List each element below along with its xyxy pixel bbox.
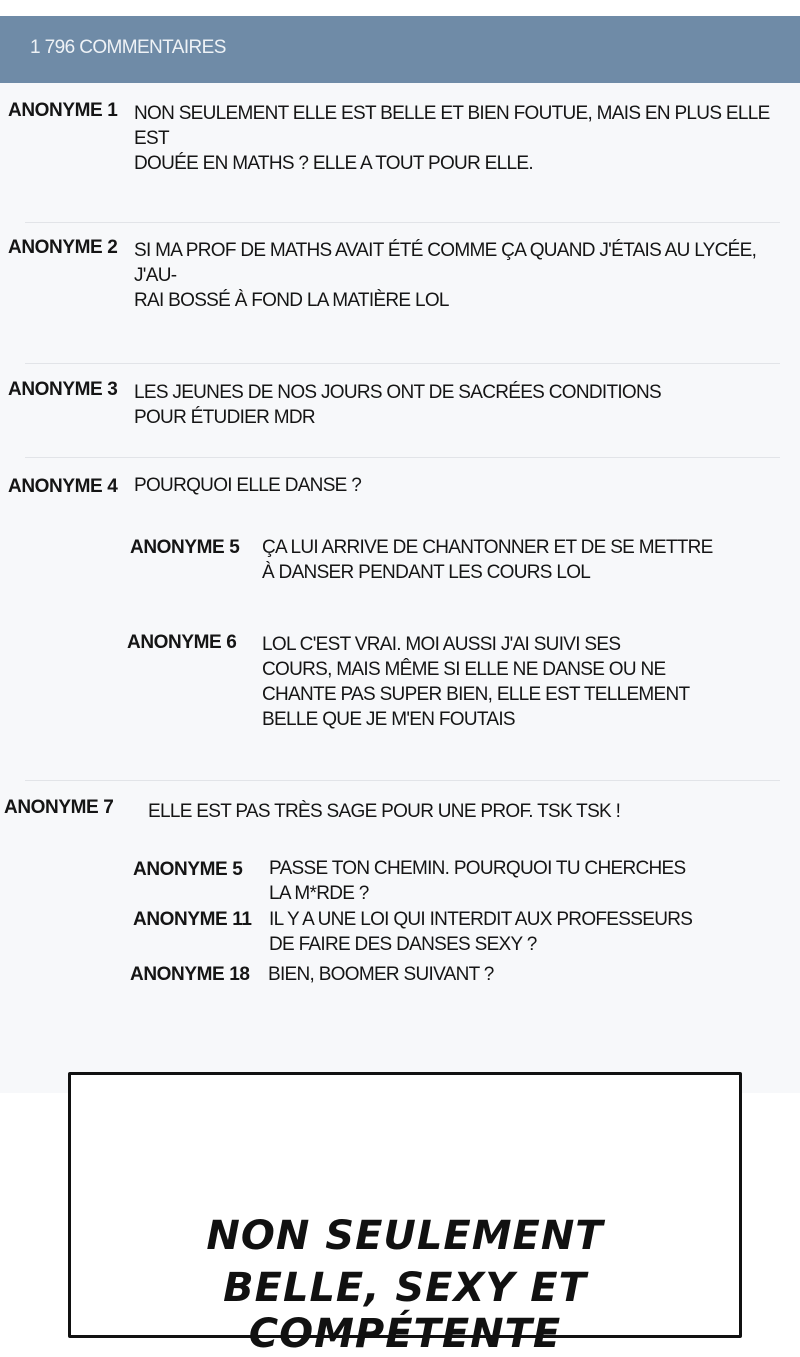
comment-text: ELLE EST PAS TRÈS SAGE POUR UNE PROF. TSK TSK ! (148, 801, 621, 822)
comment-text: LOL C'EST VRAI. MOI AUSSI J'AI SUIVI SES COURS, MAIS MÊME SI ELLE NE DANSE OU NE CHANTE PAS SUPER BIEN, ELLE EST TELLEMENT BELLE QUE JE M'EN FOUTAIS (262, 634, 690, 730)
comments-header (0, 16, 800, 83)
divider (25, 780, 780, 781)
comment-author: ANONYME 6 (127, 632, 237, 653)
comment-text: SI MA PROF DE MATHS AVAIT ÉTÉ COMME ÇA QUAND J'ÉTAIS AU LYCÉE, J'AU- RAI BOSSÉ À FOND LA MATIÈRE LOL (134, 240, 757, 311)
comment-author: ANONYME 3 (8, 379, 118, 400)
comment-text: PASSE TON CHEMIN. POURQUOI TU CHERCHES LA M*RDE ? (269, 858, 686, 904)
comment-text: IL Y A UNE LOI QUI INTERDIT AUX PROFESSEURS DE FAIRE DES DANSES SEXY ? (269, 909, 693, 955)
comment-count: 1 796 COMMENTAIRES (30, 37, 226, 58)
panel-caption-line1: NON SEULEMENT (206, 1213, 604, 1259)
comment-author: ANONYME 2 (8, 237, 118, 258)
comment-author: ANONYME 5 (130, 537, 240, 558)
comic-panel (68, 1072, 742, 1357)
comment-author: ANONYME 11 (133, 909, 252, 930)
comment-author: ANONYME 7 (4, 797, 114, 818)
divider (25, 363, 780, 364)
comment-author: ANONYME 5 (133, 859, 243, 880)
comment-text: POURQUOI ELLE DANSE ? (134, 475, 362, 496)
divider (25, 222, 780, 223)
panel-caption-line2: BELLE, SEXY ET COMPÉTENTE (223, 1265, 587, 1357)
comment-text: LES JEUNES DE NOS JOURS ONT DE SACRÉES CONDITIONS POUR ÉTUDIER MDR (134, 382, 662, 428)
comment-author: ANONYME 18 (130, 964, 250, 985)
divider (25, 457, 780, 458)
comment-text: BIEN, BOOMER SUIVANT ? (268, 964, 494, 985)
comment-text: ÇA LUI ARRIVE DE CHANTONNER ET DE SE METTRE À DANSER PENDANT LES COURS LOL (262, 537, 713, 583)
comment-author: ANONYME 1 (8, 100, 118, 121)
comment-text: NON SEULEMENT ELLE EST BELLE ET BIEN FOUTUE, MAIS EN PLUS ELLE EST DOUÉE EN MATHS ? ELLE A TOUT POUR ELLE. (134, 103, 770, 174)
comment-author: ANONYME 4 (8, 476, 118, 497)
